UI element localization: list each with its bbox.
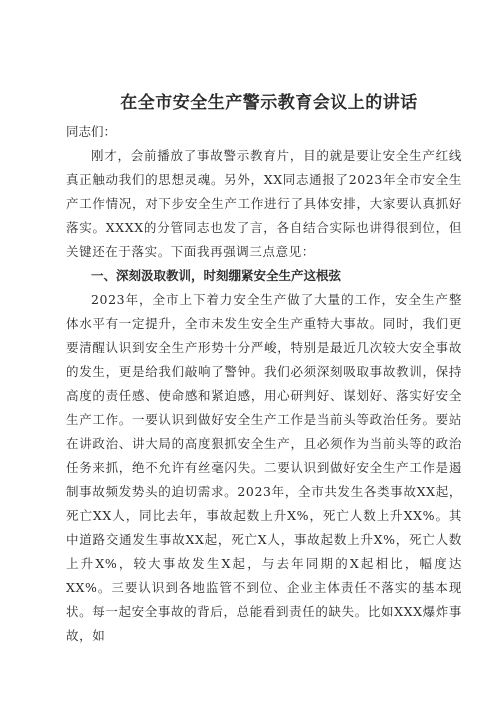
section-heading-1: 一、深刻汲取教训，时刻绷紧安全生产这根弦 [91,268,342,283]
page-title: 在全市安全生产警示教育会议上的讲话 [120,93,418,113]
salutation: 同志们： [66,124,117,139]
paragraph-intro: 刚才，会前播放了事故警示教育片，目的就是要让安全生产红线真正触动我们的思想灵魂。另外，XX同志通报了2023年全市安全生产工作情况，对下步安全生产工作进行了具体安排，大家要认真抓好落实。XXXX的分管同志也发了言，各自结合实际也讲得很到位，但关键还在于落实。下面我再强调三点意见： [66,148,462,259]
paragraph-section-1: 2023年，全市上下着力安全生产做了大量的工作，安全生产整体水平有一定提升，全市未发生安全生产重特大事故。同时，我们更要清醒认识到安全生产形势十分严峻，特别是最近几次较大安全事故的发生，更是给我们敲响了警钟。我们必须深刻吸取事故教训，保持高度的责任感、使命感和紧迫感，用心研判好、谋划好、落实好安全生产工作。一要认识到做好安全生产工作是当前头等政治任务。要站在讲政治、讲大局的高度狠抓安全生产，且必须作为当前头等的政治任务来抓，绝不允许有丝毫闪失。二要认识到做好安全生产工作是遏制事故频发势头的迫切需求。2023年，全市共发生各类事故XX起，死亡XX人，同比去年，事故起数上升X%，死亡人数上升XX%。其中道路交通发生事故XX起，死亡X人，事故起数上升X%，死亡人数上升X%，较大事故发生X起，与去年同期的X起相比，幅度达XX%。三要认识到各地监管不到位、企业主体责任不落实的基本现状。每一起安全事故的背后，总能看到责任的缺失。比如XXX爆炸事故，如 [66,292,462,643]
